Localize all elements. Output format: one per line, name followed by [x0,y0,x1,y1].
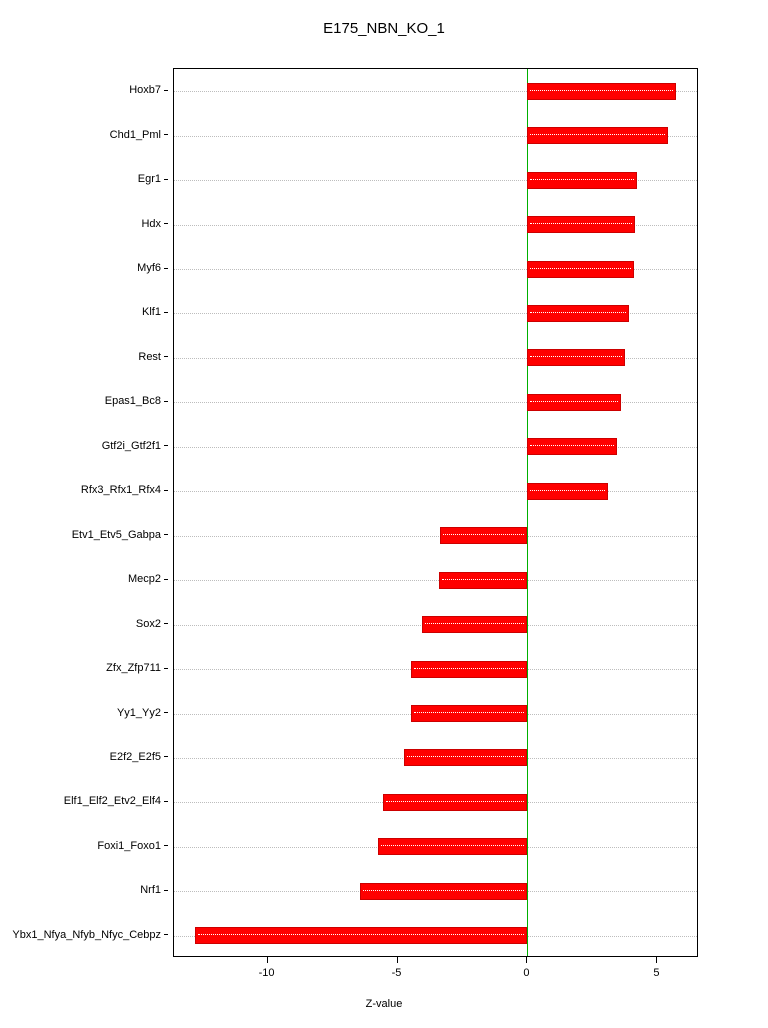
bar [527,394,621,411]
bar [527,305,628,322]
x-axis-title: Z-value [365,998,403,1010]
category-tick-mark [164,223,168,224]
category-tick-mark [164,445,168,446]
grid-line [174,491,697,492]
bar [422,616,527,633]
category-tick-label: Foxi1_Foxo1 [97,839,161,852]
category-tick-label: Myf6 [137,262,161,275]
category-tick-mark [164,845,168,846]
category-tick-label: Gtf2i_Gtf2f1 [101,439,161,452]
bar [404,749,527,766]
x-tick-label: -10 [258,967,275,979]
category-tick-label: Zfx_Zfp711 [106,662,161,675]
bar [527,83,675,100]
category-tick-mark [164,801,168,802]
category-tick-mark [164,401,168,402]
x-tick-mark [397,957,398,963]
grid-line [174,580,697,581]
bar [527,216,635,233]
category-tick-label: Klf1 [142,306,161,319]
category-tick-label: Yy1_Yy2 [116,706,161,719]
category-tick-label: Chd1_Pml [109,128,161,141]
category-tick-label: Rfx3_Rfx1_Rfx4 [80,484,161,497]
category-tick-mark [164,134,168,135]
category-tick-mark [164,756,168,757]
category-tick-label: Rest [138,350,161,363]
category-tick-mark [164,890,168,891]
category-tick-label: Nrf1 [140,884,161,897]
category-tick-mark [164,668,168,669]
x-tick-label: 5 [653,967,660,979]
bar [360,883,528,900]
category-tick-mark [164,490,168,491]
category-tick-label: Hoxb7 [129,84,161,97]
category-tick-label: Etv1_Etv5_Gabpa [71,528,161,541]
bar [440,527,527,544]
bar [439,572,527,589]
category-tick-mark [164,534,168,535]
x-tick-label: -5 [391,967,402,979]
bar [527,261,634,278]
x-tick-mark [656,957,657,963]
category-axis [0,68,167,957]
bar [378,838,527,855]
category-tick-label: Mecp2 [127,573,161,586]
x-axis [173,957,698,987]
bar [527,172,636,189]
chart-title: E175_NBN_KO_1 [323,20,445,37]
category-tick-mark [164,179,168,180]
category-tick-label: Egr1 [137,173,161,186]
x-tick-mark [267,957,268,963]
category-tick-mark [164,268,168,269]
category-tick-mark [164,712,168,713]
bar [411,705,528,722]
plot-area [173,68,698,957]
zero-reference-line [527,69,528,956]
x-tick-mark [526,957,527,963]
category-tick-label: Epas1_Bc8 [104,395,161,408]
category-tick-label: Elf1_Elf2_Etv2_Elf4 [63,795,161,808]
bar [383,794,527,811]
bar [527,349,624,366]
bar [195,927,528,944]
category-tick-mark [164,623,168,624]
category-tick-label: Sox2 [135,617,161,630]
grid-line [174,536,697,537]
category-tick-mark [164,90,168,91]
category-tick-mark [164,579,168,580]
bar [527,127,667,144]
bar [411,661,528,678]
grid-line [174,447,697,448]
category-tick-mark [164,312,168,313]
category-tick-label: E2f2_E2f5 [109,750,161,763]
category-tick-label: Ybx1_Nfya_Nfyb_Nfyc_Cebpz [12,928,161,941]
bar [527,483,608,500]
x-tick-label: 0 [523,967,530,979]
category-tick-mark [164,934,168,935]
category-tick-label: Hdx [141,217,161,230]
bar [527,438,617,455]
category-tick-mark [164,356,168,357]
